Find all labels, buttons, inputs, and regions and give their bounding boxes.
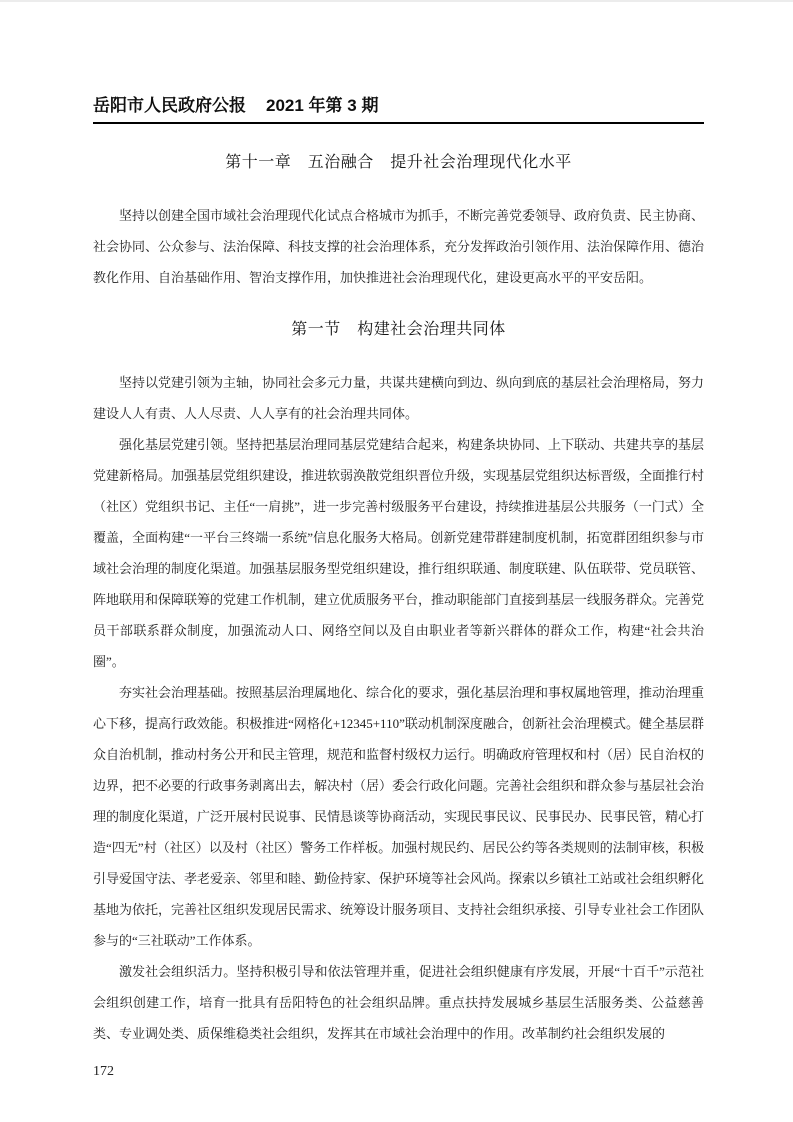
section-title: 第一节 构建社会治理共同体 [291,321,506,338]
intro-paragraph: 坚持以创建全国市域社会治理现代化试点合格城市为抓手，不断完善党委领导、政府负责、民主协商、社会协同、公众参与、法治保障、科技支撑的社会治理体系，充分发挥政治引领作用、法治保障作用、德治教化作用、自治基础作用、智治支撑作用，加快推进社会治理现代化，建设更高水平的平安岳阳。 [93,208,705,285]
page-header [93,96,704,124]
body-paragraph-3: 夯实社会治理基础。按照基层治理属地化、综合化的要求，强化基层治理和事权属地管理，推动治理重心下移，提高行政效能。积极推进“网格化+12345+110”联动机制深度融合，创新社会治理模式。健全基层群众自治机制，推动村务公开和民主管理，规范和监督村级权力运行。明确政府管理权和村（居）民自治权的边界，把不必要的行政事务剥离出去，解决村（居）委会行政化问题。完善社会组织和群众参与基层社会治理的制度化渠道，广泛开展村民说事、民情恳谈等协商活动，实现民事民议、民事民办、民事民管，精心打造“四无”村（社区）以及村（社区）警务工作样板。加强村规民约、居民公约等各类规则的法制审核，积极引导爱国守法、孝老爱亲、邻里和睦、勤俭持家、保护环境等社会风尚。探索以乡镇社工站或社会组织孵化基地为依托，完善社区组织发现居民需求、统筹设计服务项目、支持社会组织承接、引导专业社会工作团队参与的“三社联动”工作体系。 [93,685,705,948]
chapter-title: 第十一章 五治融合 提升社会治理现代化水平 [225,154,572,171]
body-paragraph-2: 强化基层党建引领。坚持把基层治理同基层党建结合起来，构建条块协同、上下联动、共建共享的基层党建新格局。加强基层党组织建设，推进软弱涣散党组织晋位升级，实现基层党组织达标晋级，全面推行村（社区）党组织书记、主任“一肩挑”，进一步完善村级服务平台建设，持续推进基层公共服务（一门式）全覆盖，全面构建“一平台三终端一系统”信息化服务大格局。创新党建带群建制度机制，拓宽群团组织参与市域社会治理的制度化渠道。加强基层服务型党组织建设，推行组织联通、制度联建、队伍联带、党员联管、阵地联用和保障联筹的党建工作机制，建立优质服务平台，推动职能部门直接到基层一线服务群众。完善党员干部联系群众制度，加强流动人口、网络空间以及自由职业者等新兴群体的群众工作，构建“社会共治圈”。 [93,437,705,669]
issue-label: 2021 年第 3 期 [266,96,379,115]
body-paragraph-1: 坚持以党建引领为主轴，协同社会多元力量，共谋共建横向到边、纵向到底的基层社会治理格局，努力建设人人有责、人人尽责、人人享有的社会治理共同体。 [93,375,705,421]
gazette-title: 岳阳市人民政府公报 [93,96,246,115]
body-paragraph-4: 激发社会组织活力。坚持积极引导和依法管理并重，促进社会组织健康有序发展，开展“十百千”示范社会组织创建工作，培育一批具有岳阳特色的社会组织品牌。重点扶持发展城乡基层生活服务类、公益慈善类、专业调处类、质保维稳类社会组织，发挥其在市域社会治理中的作用。改革制约社会组织发展的 [93,964,704,1041]
page-number: 172 [93,1064,114,1079]
